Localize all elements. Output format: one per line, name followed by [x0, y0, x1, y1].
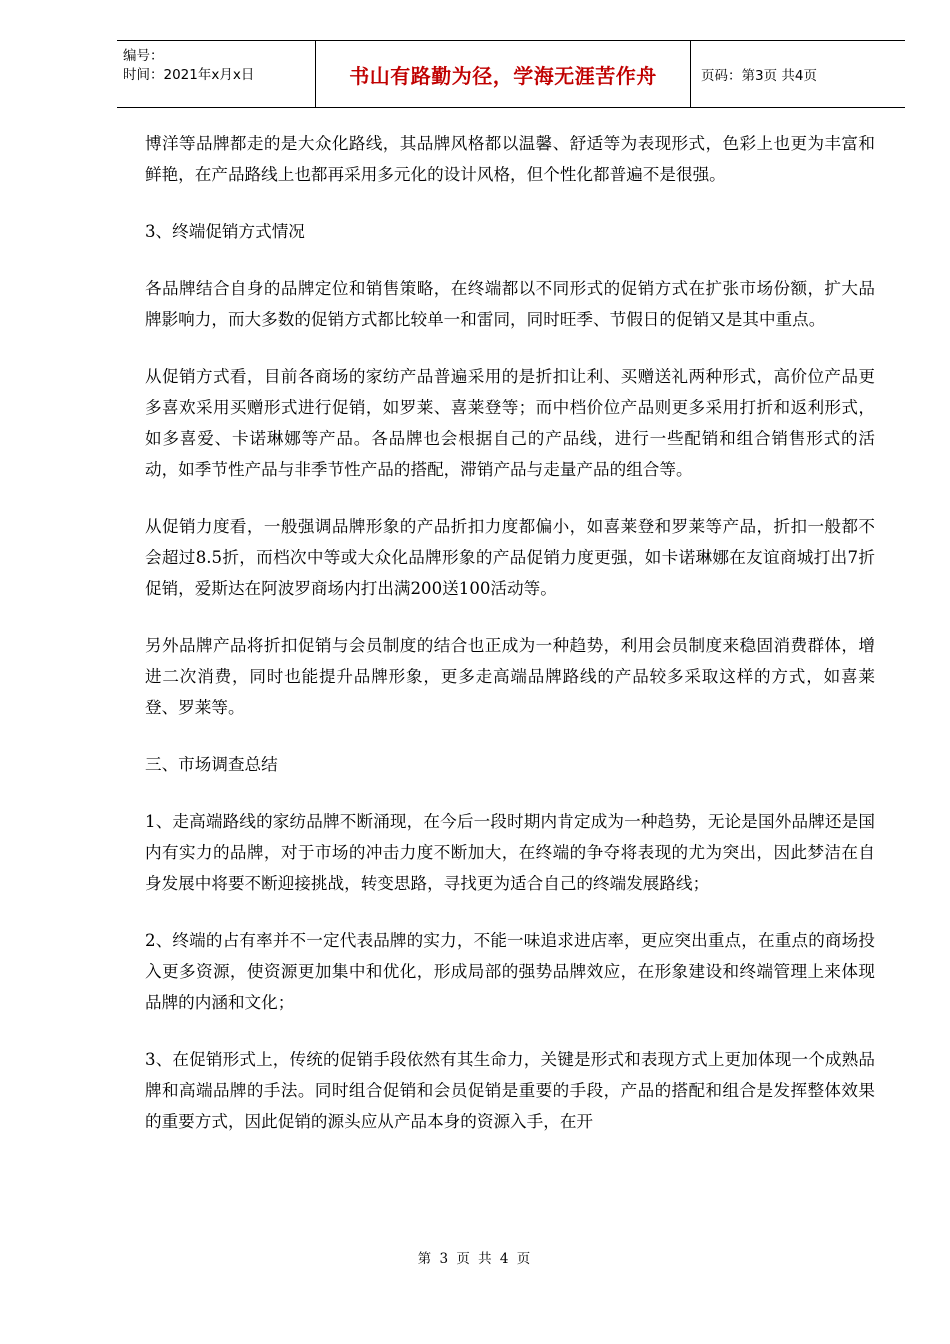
paragraph: 3、在促销形式上，传统的促销手段依然有其生命力，关键是形式和表现方式上更加体现一个成熟品牌和高端品牌的手法。同时组合促销和会员促销是重要的手段，产品的搭配和组合是发挥整体效果的重要方式，因此促销的源头应从产品本身的资源入手，在开: [145, 1050, 875, 1131]
header-motto-cell: [315, 41, 691, 107]
paragraph: 博洋等品牌都走的是大众化路线，其品牌风格都以温馨、舒适等为表现形式，色彩上也更为丰富和鲜艳，在产品路线上也都再采用多元化的设计风格，但个性化都普遍不是很强。: [145, 134, 875, 184]
header-page-info: 页码：第3页 共4页: [701, 68, 817, 84]
paragraph: 从促销方式看，目前各商场的家纺产品普遍采用的是折扣让利、买赠送礼两种形式，高价位产品更多喜欢采用买赠形式进行促销，如罗莱、喜莱登等；而中档价位产品则更多采用打折和返利形式，如多喜爱、卡诺琳娜等产品。各品牌也会根据自己的产品线，进行一些配销和组合销售形式的活动，如季节性产品与非季节性产品的搭配，滞销产品与走量产品的组合等。: [145, 367, 875, 479]
section-heading: 3、终端促销方式情况: [145, 222, 305, 241]
paragraph: 1、走高端路线的家纺品牌不断涌现，在今后一段时期内肯定成为一种趋势，无论是国外品牌还是国内有实力的品牌，对于市场的冲击力度不断加大，在终端的争夺将表现的尤为突出，因此梦洁在自身发展中将要不断迎接挑战，转变思路，寻找更为适合自己的终端发展路线；: [145, 812, 875, 893]
paragraph: 各品牌结合自身的品牌定位和销售策略，在终端都以不同形式的促销方式在扩张市场份额，扩大品牌影响力，而大多数的促销方式都比较单一和雷同，同时旺季、节假日的促销又是其中重点。: [145, 279, 875, 329]
page-footer: 第 3 页 共 4 页: [417, 1251, 533, 1267]
document-time: 时间：2021年x月x日: [123, 67, 255, 83]
header-page-cell: [691, 41, 905, 107]
section-heading: 三、市场调查总结: [145, 755, 278, 774]
paragraph: 2、终端的占有率并不一定代表品牌的实力，不能一味追求进店率，更应突出重点，在重点的商场投入更多资源，使资源更加集中和优化，形成局部的强势品牌效应，在形象建设和终端管理上来体现品牌的内涵和文化；: [145, 931, 875, 1012]
paragraph: 另外品牌产品将折扣促销与会员制度的结合也正成为一种趋势，利用会员制度来稳固消费群体，增进二次消费，同时也能提升品牌形象，更多走高端品牌路线的产品较多采取这样的方式，如喜莱登、罗莱等。: [145, 636, 875, 717]
page-header: [117, 40, 905, 108]
document-number-label: 编号：: [123, 48, 164, 64]
header-motto: 书山有路勤为径，学海无涯苦作舟: [349, 63, 657, 88]
document-body: [145, 128, 875, 1163]
paragraph: 从促销力度看，一般强调品牌形象的产品折扣力度都偏小，如喜莱登和罗莱等产品，折扣一般都不会超过8.5折，而档次中等或大众化品牌形象的产品促销力度更强，如卡诺琳娜在友谊商城打出7折促销，爱斯达在阿波罗商场内打出满200送100活动等。: [145, 517, 875, 598]
header-meta-cell: [117, 41, 315, 107]
